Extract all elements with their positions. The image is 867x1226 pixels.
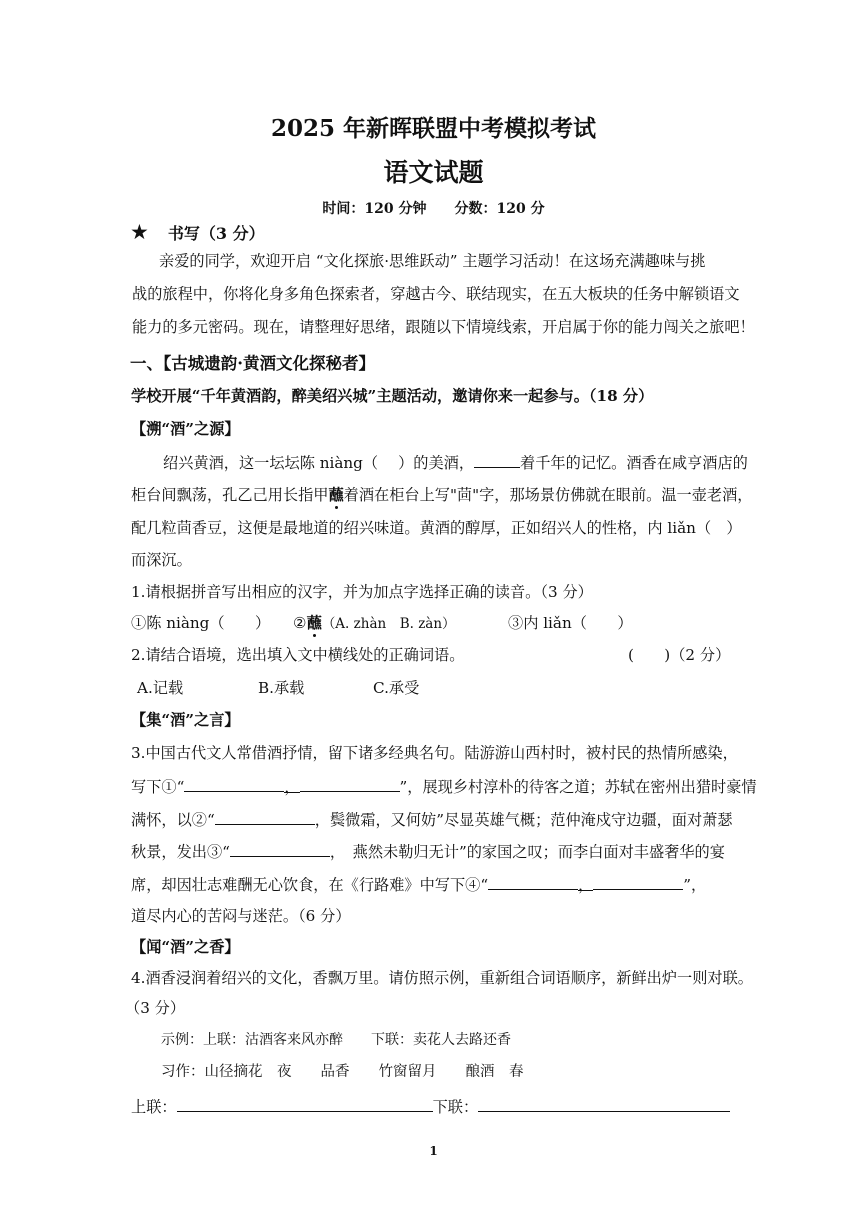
dotted-character: 蘸 xyxy=(328,486,344,504)
question-1-option-1: ①陈 niàng（ ） xyxy=(131,614,271,632)
lower-couplet-answer[interactable] xyxy=(478,1096,730,1112)
q3-text: 秋景，发出③“ xyxy=(131,843,230,861)
couplet-exercise: 习作：山径摘花 夜 品香 竹窗留月 酿酒 春 xyxy=(161,1064,524,1080)
page-number: 1 xyxy=(429,1144,438,1158)
question-2-score: ( )（2 分） xyxy=(628,646,731,664)
subsection-fragrance: 【闻“酒”之香】 xyxy=(131,938,240,956)
fill-blank xyxy=(474,452,520,468)
fill-blank xyxy=(230,841,330,857)
lower-couplet-label: 下联： xyxy=(432,1098,479,1116)
passage-text: 着千年的记忆。酒香在咸亨酒店的 xyxy=(520,454,748,472)
exam-title: 2025 年新晖联盟中考模拟考试 xyxy=(270,115,597,142)
dotted-character: 蘸 xyxy=(306,614,322,632)
q3-text: 写下①“ xyxy=(131,778,185,796)
subsection-quotes: 【集“酒”之言】 xyxy=(131,711,240,729)
passage-text: 绍兴黄酒，这一坛坛陈 niàng（ ）的美酒， xyxy=(163,454,475,472)
q3-text: ”， xyxy=(683,876,707,894)
star-icon: ★ xyxy=(130,220,149,244)
question-1-option-2 xyxy=(293,613,456,634)
q3-separator: ， xyxy=(284,778,300,796)
question-3-line-3 xyxy=(131,809,733,830)
question-3-line-6: 道尽内心的苦闷与迷茫。（6 分） xyxy=(131,907,351,925)
writing-heading xyxy=(130,220,265,246)
option-number: ② xyxy=(293,614,307,632)
intro-line-2: 战的旅程中，你将化身多角色探索者，穿越古今、联结现实，在五大板块的任务中解锁语文 xyxy=(132,285,740,303)
intro-line-3: 能力的多元密码。现在，请整理好思绪，跟随以下情境线索，开启属于你的能力闯关之旅吧！ xyxy=(132,318,755,336)
upper-couplet-label: 上联： xyxy=(131,1098,177,1116)
question-2-choice-a: A.记载 xyxy=(137,679,184,697)
question-3-line-5 xyxy=(131,874,706,895)
question-2-choice-c: C.承受 xyxy=(373,679,420,697)
question-4-line-1: 4.酒香浸润着绍兴的文化，香飘万里。请仿照示例，重新组合词语顺序，新鲜出炉一则对联。 xyxy=(131,969,753,987)
writing-label: 书写（3 分） xyxy=(167,224,265,243)
exam-time-info: 时间：120 分钟 分数：120 分 xyxy=(322,201,545,217)
question-3-line-4 xyxy=(131,841,725,862)
question-3-line-2 xyxy=(131,776,757,797)
question-1: 1.请根据拼音写出相应的汉字，并为加点字选择正确的读音。（3 分） xyxy=(131,583,593,601)
exam-subject: 语文试题 xyxy=(383,158,484,187)
couplet-answer-line xyxy=(131,1096,730,1117)
section-1-lead: 学校开展“千年黄酒韵，醉美绍兴城”主题活动，邀请你来一起参与。（18 分） xyxy=(131,387,654,405)
passage-line-1 xyxy=(163,452,748,473)
section-1-heading: 一、【古城遗韵·黄酒文化探秘者】 xyxy=(130,354,375,373)
passage-text: 柜台间飘荡，孔乙己用长指甲 xyxy=(131,486,329,504)
q3-text: 满怀，以②“ xyxy=(131,811,215,829)
passage-line-3: 配几粒茴香豆，这便是最地道的绍兴味道。黄酒的醇厚，正如绍兴人的性格，内 liǎn（ ） xyxy=(131,519,742,537)
intro-line-1: 亲爱的同学，欢迎开启 “文化探旅·思维跃动” 主题学习活动！在这场充满趣味与挑 xyxy=(159,252,706,270)
q3-text: ”，展现乡村淳朴的待客之道；苏轼在密州出猎时豪情 xyxy=(399,778,757,796)
question-4-line-2: （3 分） xyxy=(125,999,186,1017)
question-2-choice-b: B.承载 xyxy=(258,679,305,697)
subsection-source: 【溯“酒”之源】 xyxy=(131,420,240,438)
question-2: 2.请结合语境，选出填入文中横线处的正确词语。 xyxy=(131,646,465,664)
passage-line-2 xyxy=(131,485,752,505)
q3-text: ，鬓微霜，又何妨”尽显英雄气概；范仲淹戍守边疆，面对萧瑟 xyxy=(314,811,733,829)
pronunciation-options: （A. zhàn B. zàn） xyxy=(321,616,456,632)
fill-blank xyxy=(300,776,400,792)
fill-blank xyxy=(184,776,284,792)
fill-blank xyxy=(215,809,315,825)
fill-blank xyxy=(488,874,578,890)
fill-blank xyxy=(593,874,683,890)
upper-couplet-answer[interactable] xyxy=(177,1096,433,1112)
passage-line-4: 而深沉。 xyxy=(131,551,192,569)
question-1-option-3: ③内 liǎn（ ） xyxy=(508,614,633,632)
q3-text: 席，却因壮志难酬无心饮食，在《行路难》中写下④“ xyxy=(131,876,489,894)
q3-text: ， 燕然未勒归无计”的家国之叹；而李白面对丰盛奢华的宴 xyxy=(329,843,725,861)
couplet-example: 示例：上联：沽酒客来风亦醉 下联：卖花人去路还香 xyxy=(161,1032,511,1048)
question-3-line-1: 3.中国古代文人常借酒抒情，留下诸多经典名句。陆游游山西村时，被村民的热情所感染， xyxy=(131,744,738,762)
passage-text: 着酒在柜台上写"茴"字，那场景仿佛就在眼前。温一壶老酒， xyxy=(343,486,753,504)
q3-separator: ， xyxy=(578,876,594,894)
